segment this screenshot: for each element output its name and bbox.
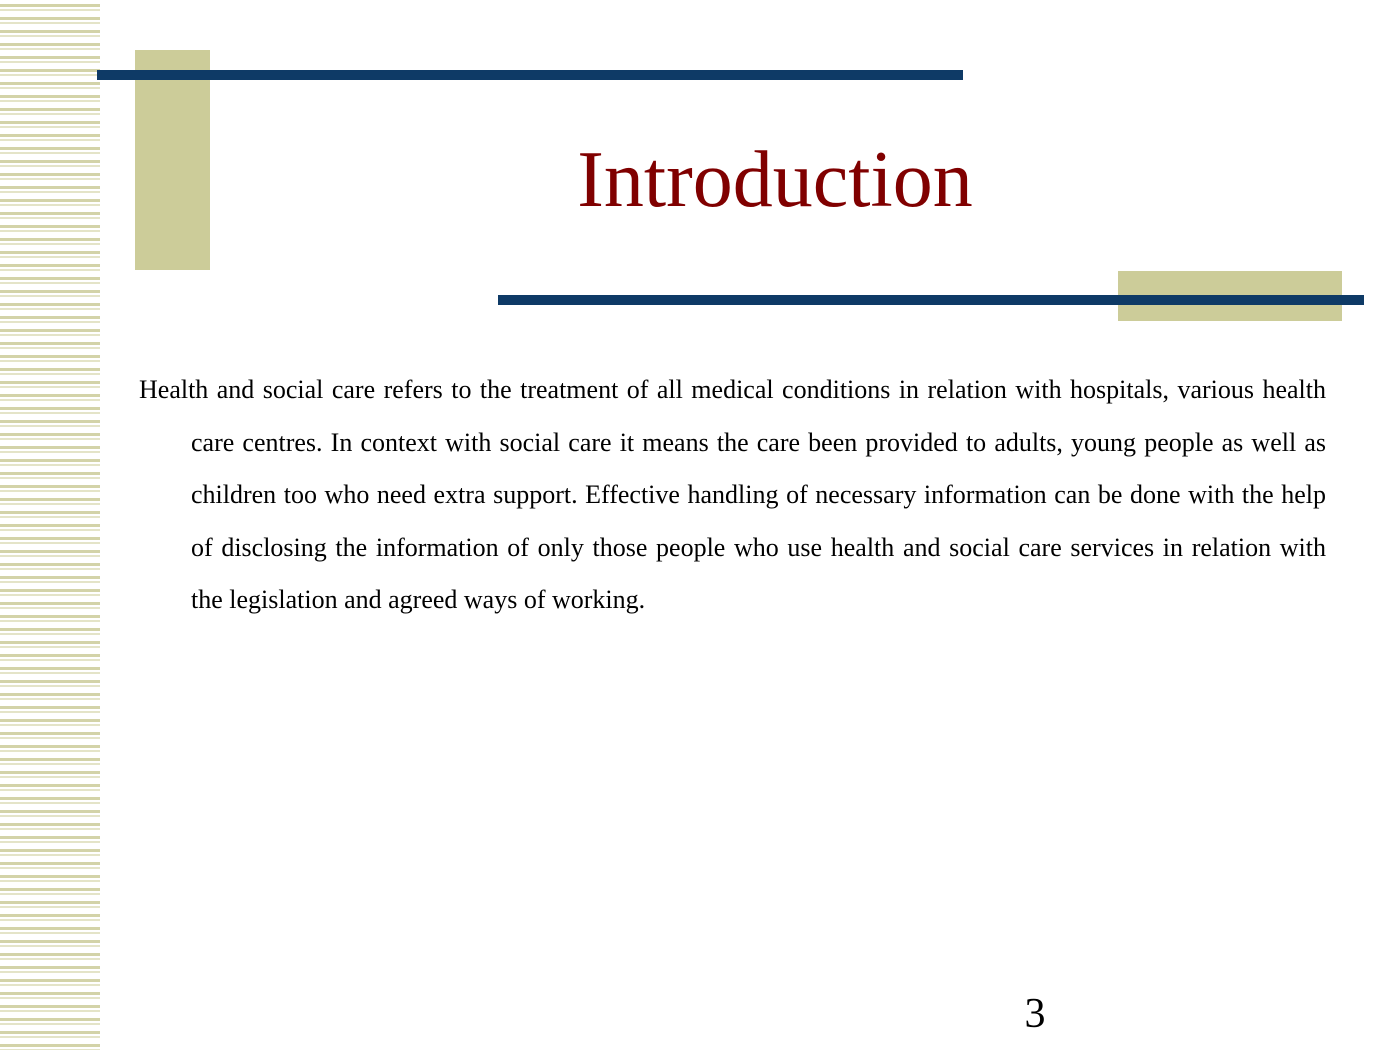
decorative-side-stripes <box>0 0 100 1050</box>
slide-body-text: Health and social care refers to the treatment of all medical conditions in relation with hospitals, various health care centres. In context with social care it means the care been provided to adults, young people as well as children too who need extra support. Effective handling of necessary information can be done with the help of disclosing the information of only those people who use health and social care services in relation with the legislation and agreed ways of working. <box>139 375 1326 614</box>
title-bar-top <box>97 70 963 80</box>
title-bar-bottom <box>498 295 1364 305</box>
accent-block-left <box>135 50 210 270</box>
page-number: 3 <box>1024 991 1046 1037</box>
slide-title: Introduction <box>577 136 973 224</box>
